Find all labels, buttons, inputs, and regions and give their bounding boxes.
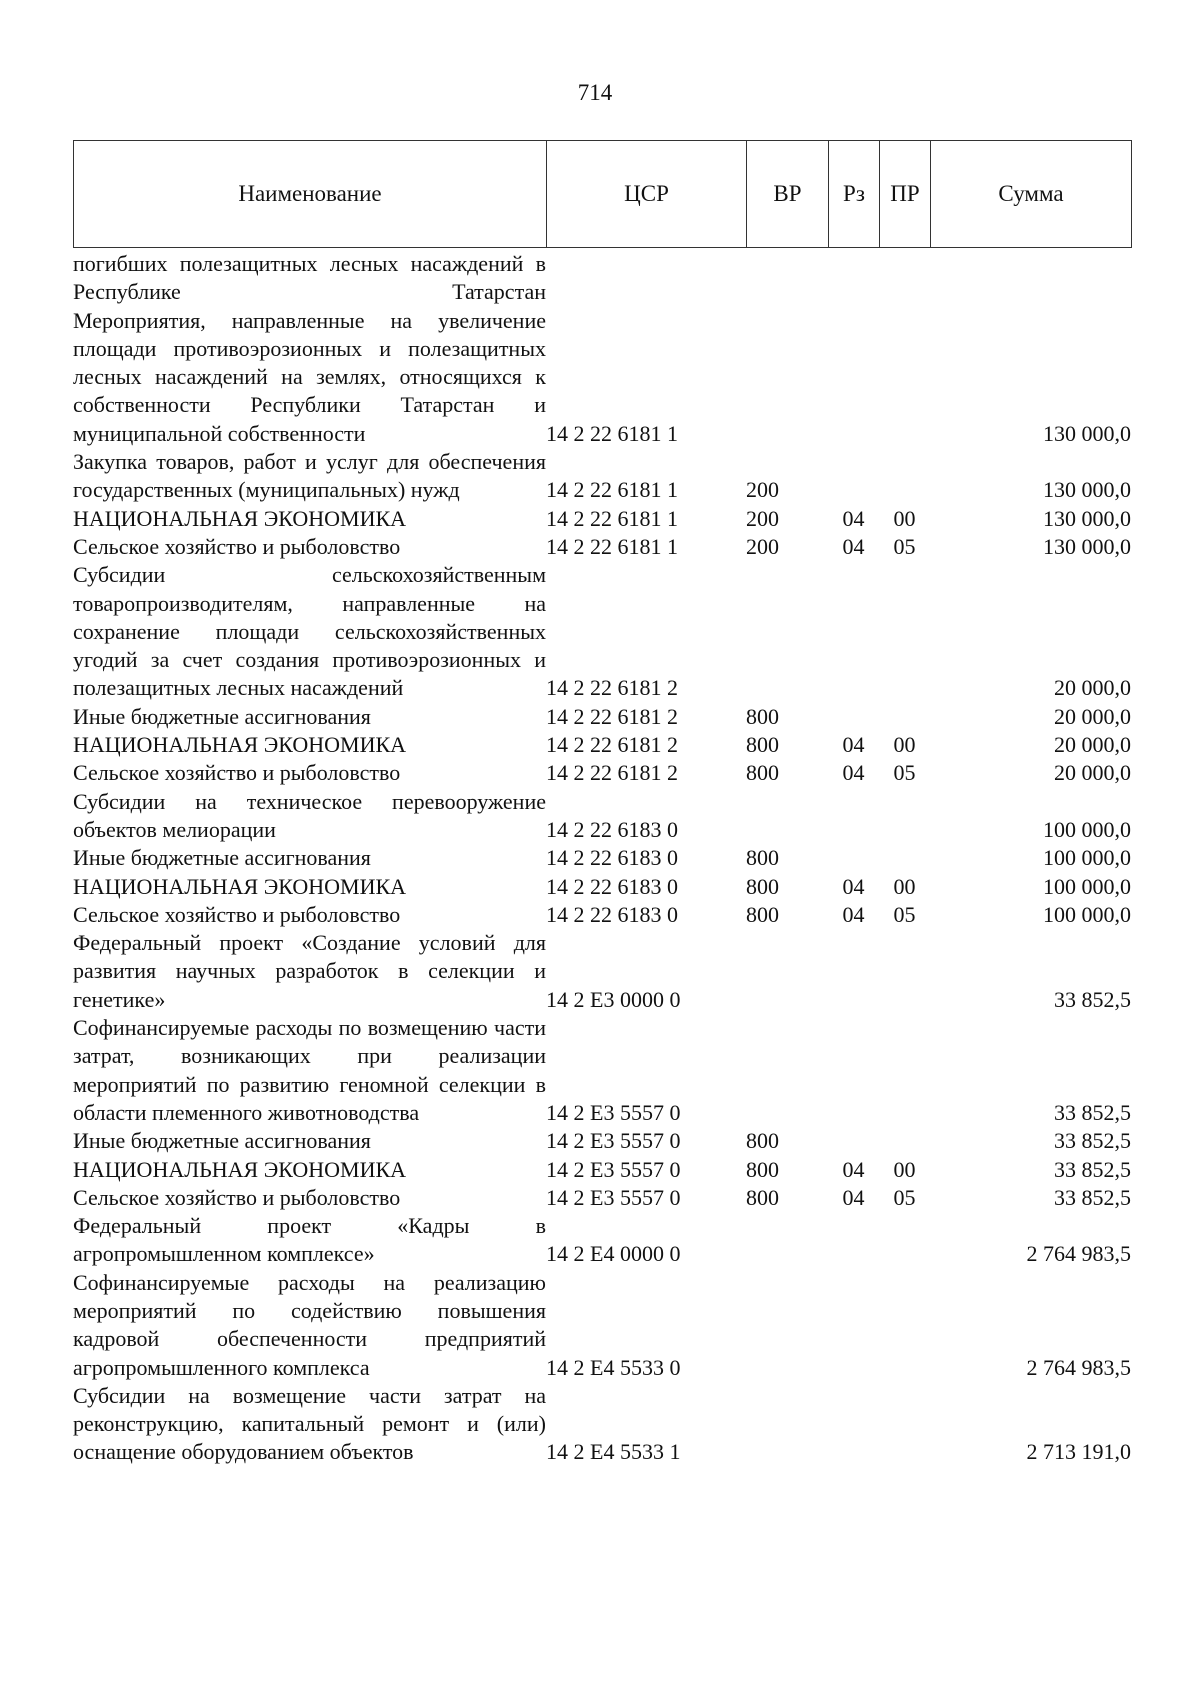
cell-csr: 14 2 22 6183 0	[546, 845, 678, 871]
cell-name: погибших полезащитных лесных насаждений в Республике Татарстан	[73, 251, 546, 305]
cell-name: Мероприятия, направленные на увеличение площади противоэрозионных и полезащитных лесных насаждений на землях, относящихся к собственности Республики Татарстан и муниципальной собственности	[73, 307, 546, 446]
table-row	[73, 533, 1131, 561]
table-row	[73, 1156, 1131, 1184]
cell-pr	[879, 844, 930, 872]
cell-csr: 14 2 22 6181 1	[546, 505, 678, 531]
header-sum: Сумма	[931, 141, 1132, 248]
cell-name: Сельское хозяйство и рыболовство	[73, 1184, 401, 1210]
cell-sum: 130 000,0	[1043, 505, 1131, 531]
table-row	[73, 873, 1131, 901]
cell-sum: 130 000,0	[1043, 420, 1131, 446]
table-row	[73, 250, 1131, 307]
table-row	[73, 505, 1131, 533]
cell-sum: 20 000,0	[1054, 732, 1131, 758]
cell-csr: 14 2 E4 0000 0	[546, 1241, 681, 1267]
cell-sum: 33 852,5	[1054, 1128, 1131, 1154]
cell-rz	[828, 703, 879, 731]
cell-rz	[828, 788, 879, 845]
table-row	[73, 1184, 1131, 1212]
cell-csr: 14 2 22 6183 0	[546, 873, 678, 899]
cell-name: Федеральный проект «Кадры в агропромышленном комплексе»	[73, 1213, 546, 1267]
cell-csr: 14 2 22 6183 0	[546, 816, 678, 842]
table-row	[73, 788, 1131, 845]
cell-vr: 800	[746, 845, 779, 871]
cell-csr: 14 2 E3 5557 0	[546, 1099, 681, 1125]
cell-rz	[828, 448, 879, 505]
table-row	[73, 307, 1131, 448]
cell-sum: 100 000,0	[1043, 873, 1131, 899]
cell-pr	[879, 1382, 930, 1467]
cell-pr: 00	[893, 732, 916, 758]
cell-name: Закупка товаров, работ и услуг для обеспечения государственных (муниципальных) нужд	[73, 449, 546, 503]
table-row	[73, 561, 1131, 702]
cell-vr: 200	[746, 533, 779, 559]
cell-rz: 04	[842, 901, 865, 927]
cell-name: Сельское хозяйство и рыболовство	[73, 533, 401, 559]
cell-pr	[879, 1212, 930, 1269]
cell-sum: 33 852,5	[1054, 986, 1131, 1012]
cell-rz	[828, 929, 879, 1014]
cell-rz: 04	[842, 873, 865, 899]
cell-csr: 14 2 E4 5533 1	[546, 1439, 681, 1465]
table-row	[73, 448, 1131, 505]
cell-vr: 800	[746, 1128, 779, 1154]
cell-vr: 200	[746, 505, 779, 531]
cell-name: Софинансируемые расходы по возмещению части затрат, возникающих при реализации мероприятий по развитию геномной селекции в области племенного животноводства	[73, 1015, 546, 1125]
cell-csr: 14 2 22 6181 2	[546, 760, 678, 786]
table-row	[73, 901, 1131, 929]
cell-vr: 800	[746, 901, 779, 927]
cell-csr: 14 2 22 6181 2	[546, 703, 678, 729]
cell-vr: 200	[746, 477, 779, 503]
cell-rz	[828, 250, 879, 307]
header-row	[74, 141, 1132, 248]
table-row	[73, 759, 1131, 787]
cell-rz: 04	[842, 1156, 865, 1182]
cell-rz	[828, 307, 879, 448]
cell-rz: 04	[842, 732, 865, 758]
cell-vr: 800	[746, 1184, 779, 1210]
cell-pr: 00	[893, 1156, 916, 1182]
cell-sum: 20 000,0	[1054, 760, 1131, 786]
cell-vr	[746, 307, 828, 448]
cell-sum: 100 000,0	[1043, 901, 1131, 927]
cell-vr: 800	[746, 1156, 779, 1182]
cell-pr: 05	[893, 760, 916, 786]
cell-name: Сельское хозяйство и рыболовство	[73, 901, 401, 927]
cell-sum: 100 000,0	[1043, 845, 1131, 871]
cell-csr: 14 2 22 6181 2	[546, 732, 678, 758]
cell-pr	[879, 448, 930, 505]
cell-pr: 00	[893, 505, 916, 531]
cell-csr: 14 2 22 6181 1	[546, 533, 678, 559]
header-name: Наименование	[74, 141, 547, 248]
cell-name: НАЦИОНАЛЬНАЯ ЭКОНОМИКА	[73, 1156, 407, 1182]
header-vr: ВР	[747, 141, 829, 248]
cell-rz	[828, 1127, 879, 1155]
cell-name: Субсидии на техническое перевооружение объектов мелиорации	[73, 788, 546, 842]
cell-vr	[746, 1269, 828, 1382]
cell-rz	[828, 1269, 879, 1382]
cell-csr: 14 2 22 6181 1	[546, 477, 678, 503]
cell-name: НАЦИОНАЛЬНАЯ ЭКОНОМИКА	[73, 505, 407, 531]
cell-name: Иные бюджетные ассигнования	[73, 845, 371, 871]
cell-pr	[879, 703, 930, 731]
cell-rz	[828, 1212, 879, 1269]
cell-pr: 05	[893, 533, 916, 559]
cell-rz	[828, 844, 879, 872]
cell-sum: 33 852,5	[1054, 1099, 1131, 1125]
cell-name: Федеральный проект «Создание условий для развития научных разработок в селекции и генетике»	[73, 930, 546, 1012]
table-row	[73, 1127, 1131, 1155]
budget-table	[73, 250, 1131, 1467]
table-header	[73, 140, 1132, 248]
cell-rz: 04	[842, 505, 865, 531]
header-pr: ПР	[880, 141, 931, 248]
cell-csr: 14 2 E3 5557 0	[546, 1184, 681, 1210]
cell-pr: 00	[893, 873, 916, 899]
cell-vr: 800	[746, 873, 779, 899]
cell-rz	[828, 1382, 879, 1467]
cell-sum: 130 000,0	[1043, 533, 1131, 559]
cell-pr	[879, 1127, 930, 1155]
header-csr: ЦСР	[547, 141, 747, 248]
cell-csr: 14 2 E3 5557 0	[546, 1128, 681, 1154]
cell-name: Сельское хозяйство и рыболовство	[73, 760, 401, 786]
cell-sum: 20 000,0	[1054, 675, 1131, 701]
cell-name: Иные бюджетные ассигнования	[73, 1128, 371, 1154]
cell-csr: 14 2 22 6181 1	[546, 420, 678, 446]
cell-sum	[930, 250, 1131, 307]
cell-csr: 14 2 22 6181 2	[546, 675, 678, 701]
cell-pr	[879, 788, 930, 845]
cell-rz	[828, 561, 879, 702]
cell-pr: 05	[893, 901, 916, 927]
cell-pr: 05	[893, 1184, 916, 1210]
table-row	[73, 1269, 1131, 1382]
table-row	[73, 1382, 1131, 1467]
cell-csr: 14 2 22 6183 0	[546, 901, 678, 927]
cell-rz: 04	[842, 533, 865, 559]
cell-sum: 33 852,5	[1054, 1184, 1131, 1210]
cell-pr	[879, 250, 930, 307]
cell-sum: 130 000,0	[1043, 477, 1131, 503]
budget-table-body	[73, 250, 1131, 1467]
cell-rz: 04	[842, 1184, 865, 1210]
cell-csr: 14 2 E3 0000 0	[546, 986, 681, 1012]
cell-vr	[746, 1212, 828, 1269]
cell-rz: 04	[842, 760, 865, 786]
cell-csr	[546, 250, 746, 307]
cell-vr: 800	[746, 760, 779, 786]
cell-vr: 800	[746, 703, 779, 729]
cell-pr	[879, 929, 930, 1014]
cell-sum: 100 000,0	[1043, 816, 1131, 842]
header-rz: Рз	[829, 141, 880, 248]
table-row	[73, 1014, 1131, 1127]
cell-pr	[879, 561, 930, 702]
cell-csr: 14 2 E4 5533 0	[546, 1354, 681, 1380]
cell-vr: 800	[746, 732, 779, 758]
cell-vr	[746, 561, 828, 702]
cell-vr	[746, 1382, 828, 1467]
cell-sum: 2 764 983,5	[1026, 1241, 1131, 1267]
cell-rz	[828, 1014, 879, 1127]
cell-vr	[746, 788, 828, 845]
cell-sum: 2 713 191,0	[1026, 1439, 1131, 1465]
table-row	[73, 703, 1131, 731]
cell-vr	[746, 1014, 828, 1127]
cell-name: Иные бюджетные ассигнования	[73, 703, 371, 729]
table-row	[73, 1212, 1131, 1269]
cell-name: Субсидии на возмещение части затрат на реконструкцию, капитальный ремонт и (или) оснащение оборудованием объектов	[73, 1382, 546, 1465]
cell-name: НАЦИОНАЛЬНАЯ ЭКОНОМИКА	[73, 873, 407, 899]
cell-sum: 20 000,0	[1054, 703, 1131, 729]
table-row	[73, 844, 1131, 872]
cell-vr	[746, 929, 828, 1014]
table-row	[73, 929, 1131, 1014]
cell-csr: 14 2 E3 5557 0	[546, 1156, 681, 1182]
cell-vr	[746, 250, 828, 307]
cell-name: НАЦИОНАЛЬНАЯ ЭКОНОМИКА	[73, 732, 407, 758]
cell-pr	[879, 307, 930, 448]
cell-sum: 2 764 983,5	[1026, 1354, 1131, 1380]
page-number: 714	[577, 80, 613, 105]
cell-pr	[879, 1269, 930, 1382]
cell-sum: 33 852,5	[1054, 1156, 1131, 1182]
cell-pr	[879, 1014, 930, 1127]
table-row	[73, 731, 1131, 759]
cell-name: Софинансируемые расходы на реализацию мероприятий по содействию повышения кадровой обеспеченности предприятий агропромышленного комплекса	[73, 1269, 546, 1380]
cell-name: Субсидии сельскохозяйственным товаропроизводителям, направленные на сохранение площади сельскохозяйственных угодий за счет создания противоэрозионных и полезащитных лесных насаждений	[73, 562, 546, 701]
